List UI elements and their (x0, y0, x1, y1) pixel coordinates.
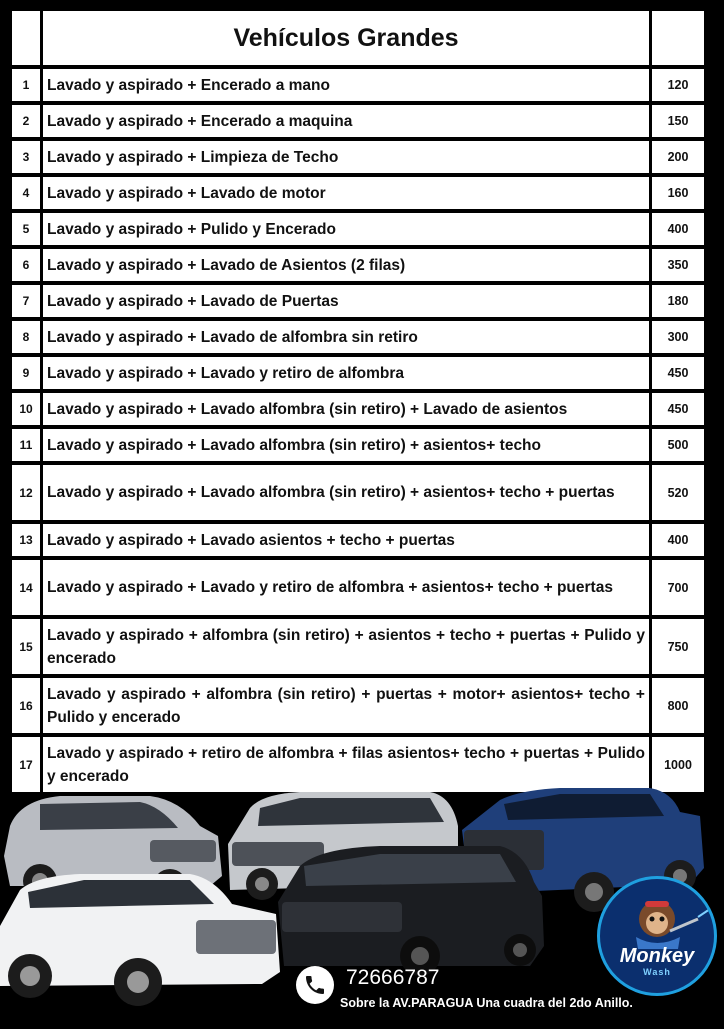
table-row (12, 321, 704, 353)
service-price: 200 (652, 141, 704, 173)
table-row (12, 465, 704, 520)
table-row (12, 429, 704, 461)
service-price: 400 (652, 213, 704, 245)
row-number: 4 (12, 177, 40, 209)
service-price: 1000 (652, 737, 704, 792)
table-row (12, 69, 704, 101)
table-row (12, 141, 704, 173)
service-description: Lavado y aspirado + alfombra (sin retiro) + puertas + motor+ asientos+ techo + Pulido y encerado (43, 678, 649, 733)
service-price: 180 (652, 285, 704, 317)
header-number-cell (12, 11, 40, 65)
row-number: 6 (12, 249, 40, 281)
row-number: 8 (12, 321, 40, 353)
row-number: 15 (12, 619, 40, 674)
service-price: 450 (652, 393, 704, 425)
service-description: Lavado y aspirado + Lavado de motor (43, 177, 649, 209)
table-row (12, 285, 704, 317)
service-description: Lavado y aspirado + Lavado y retiro de alfombra + asientos+ techo + puertas (43, 560, 649, 615)
monkey-wash-logo (597, 876, 717, 996)
table-row (12, 560, 704, 615)
row-number: 13 (12, 524, 40, 556)
logo-wordmark: Monkey (619, 945, 695, 967)
service-price: 700 (652, 560, 704, 615)
service-description: Lavado y aspirado + Encerado a maquina (43, 105, 649, 137)
row-number: 16 (12, 678, 40, 733)
service-price: 400 (652, 524, 704, 556)
row-number: 12 (12, 465, 40, 520)
service-description: Lavado y aspirado + alfombra (sin retiro) + asientos + techo + puertas + Pulido y encerado (43, 619, 649, 674)
table-row (12, 393, 704, 425)
service-price: 450 (652, 357, 704, 389)
service-description: Lavado y aspirado + Lavado de Puertas (43, 285, 649, 317)
service-description: Lavado y aspirado + Limpieza de Techo (43, 141, 649, 173)
white-landcruiser-icon (0, 874, 280, 1006)
row-number: 11 (12, 429, 40, 461)
service-description: Lavado y aspirado + Lavado y retiro de alfombra (43, 357, 649, 389)
row-number: 2 (12, 105, 40, 137)
logo-subtitle: Wash (643, 967, 671, 977)
service-list (12, 69, 704, 792)
row-number: 5 (12, 213, 40, 245)
service-description: Lavado y aspirado + Lavado alfombra (sin retiro) + asientos+ techo + puertas (43, 465, 649, 520)
table-row (12, 737, 704, 792)
table-row (12, 619, 704, 674)
service-price: 150 (652, 105, 704, 137)
service-price: 300 (652, 321, 704, 353)
service-description: Lavado y aspirado + Lavado de Asientos (2 filas) (43, 249, 649, 281)
service-description: Lavado y aspirado + Lavado asientos + techo + puertas (43, 524, 649, 556)
service-price: 800 (652, 678, 704, 733)
service-description: Lavado y aspirado + Lavado alfombra (sin retiro) + asientos+ techo (43, 429, 649, 461)
service-price: 750 (652, 619, 704, 674)
row-number: 17 (12, 737, 40, 792)
table-row (12, 105, 704, 137)
phone-number[interactable]: 72666787 (346, 966, 440, 989)
service-price: 160 (652, 177, 704, 209)
price-table (12, 11, 704, 796)
table-row (12, 177, 704, 209)
page-title: Vehículos Grandes (43, 11, 649, 65)
row-number: 3 (12, 141, 40, 173)
row-number: 10 (12, 393, 40, 425)
row-number: 14 (12, 560, 40, 615)
row-number: 1 (12, 69, 40, 101)
service-description: Lavado y aspirado + Lavado alfombra (sin retiro) + Lavado de asientos (43, 393, 649, 425)
row-number: 9 (12, 357, 40, 389)
service-price: 520 (652, 465, 704, 520)
table-row (12, 249, 704, 281)
service-description: Lavado y aspirado + Lavado de alfombra sin retiro (43, 321, 649, 353)
service-price: 350 (652, 249, 704, 281)
phone-icon (296, 966, 334, 1004)
address: Sobre la AV.PARAGUA Una cuadra del 2do Anillo. (340, 996, 633, 1010)
service-description: Lavado y aspirado + retiro de alfombra + filas asientos+ techo + puertas + Pulido y encerado (43, 737, 649, 792)
table-row (12, 678, 704, 733)
row-number: 7 (12, 285, 40, 317)
service-price: 500 (652, 429, 704, 461)
header-price-cell (652, 11, 704, 65)
service-price: 120 (652, 69, 704, 101)
table-row (12, 213, 704, 245)
black-prado-icon (278, 846, 544, 976)
table-header (12, 11, 704, 65)
service-description: Lavado y aspirado + Encerado a mano (43, 69, 649, 101)
service-description: Lavado y aspirado + Pulido y Encerado (43, 213, 649, 245)
table-row (12, 524, 704, 556)
table-row (12, 357, 704, 389)
